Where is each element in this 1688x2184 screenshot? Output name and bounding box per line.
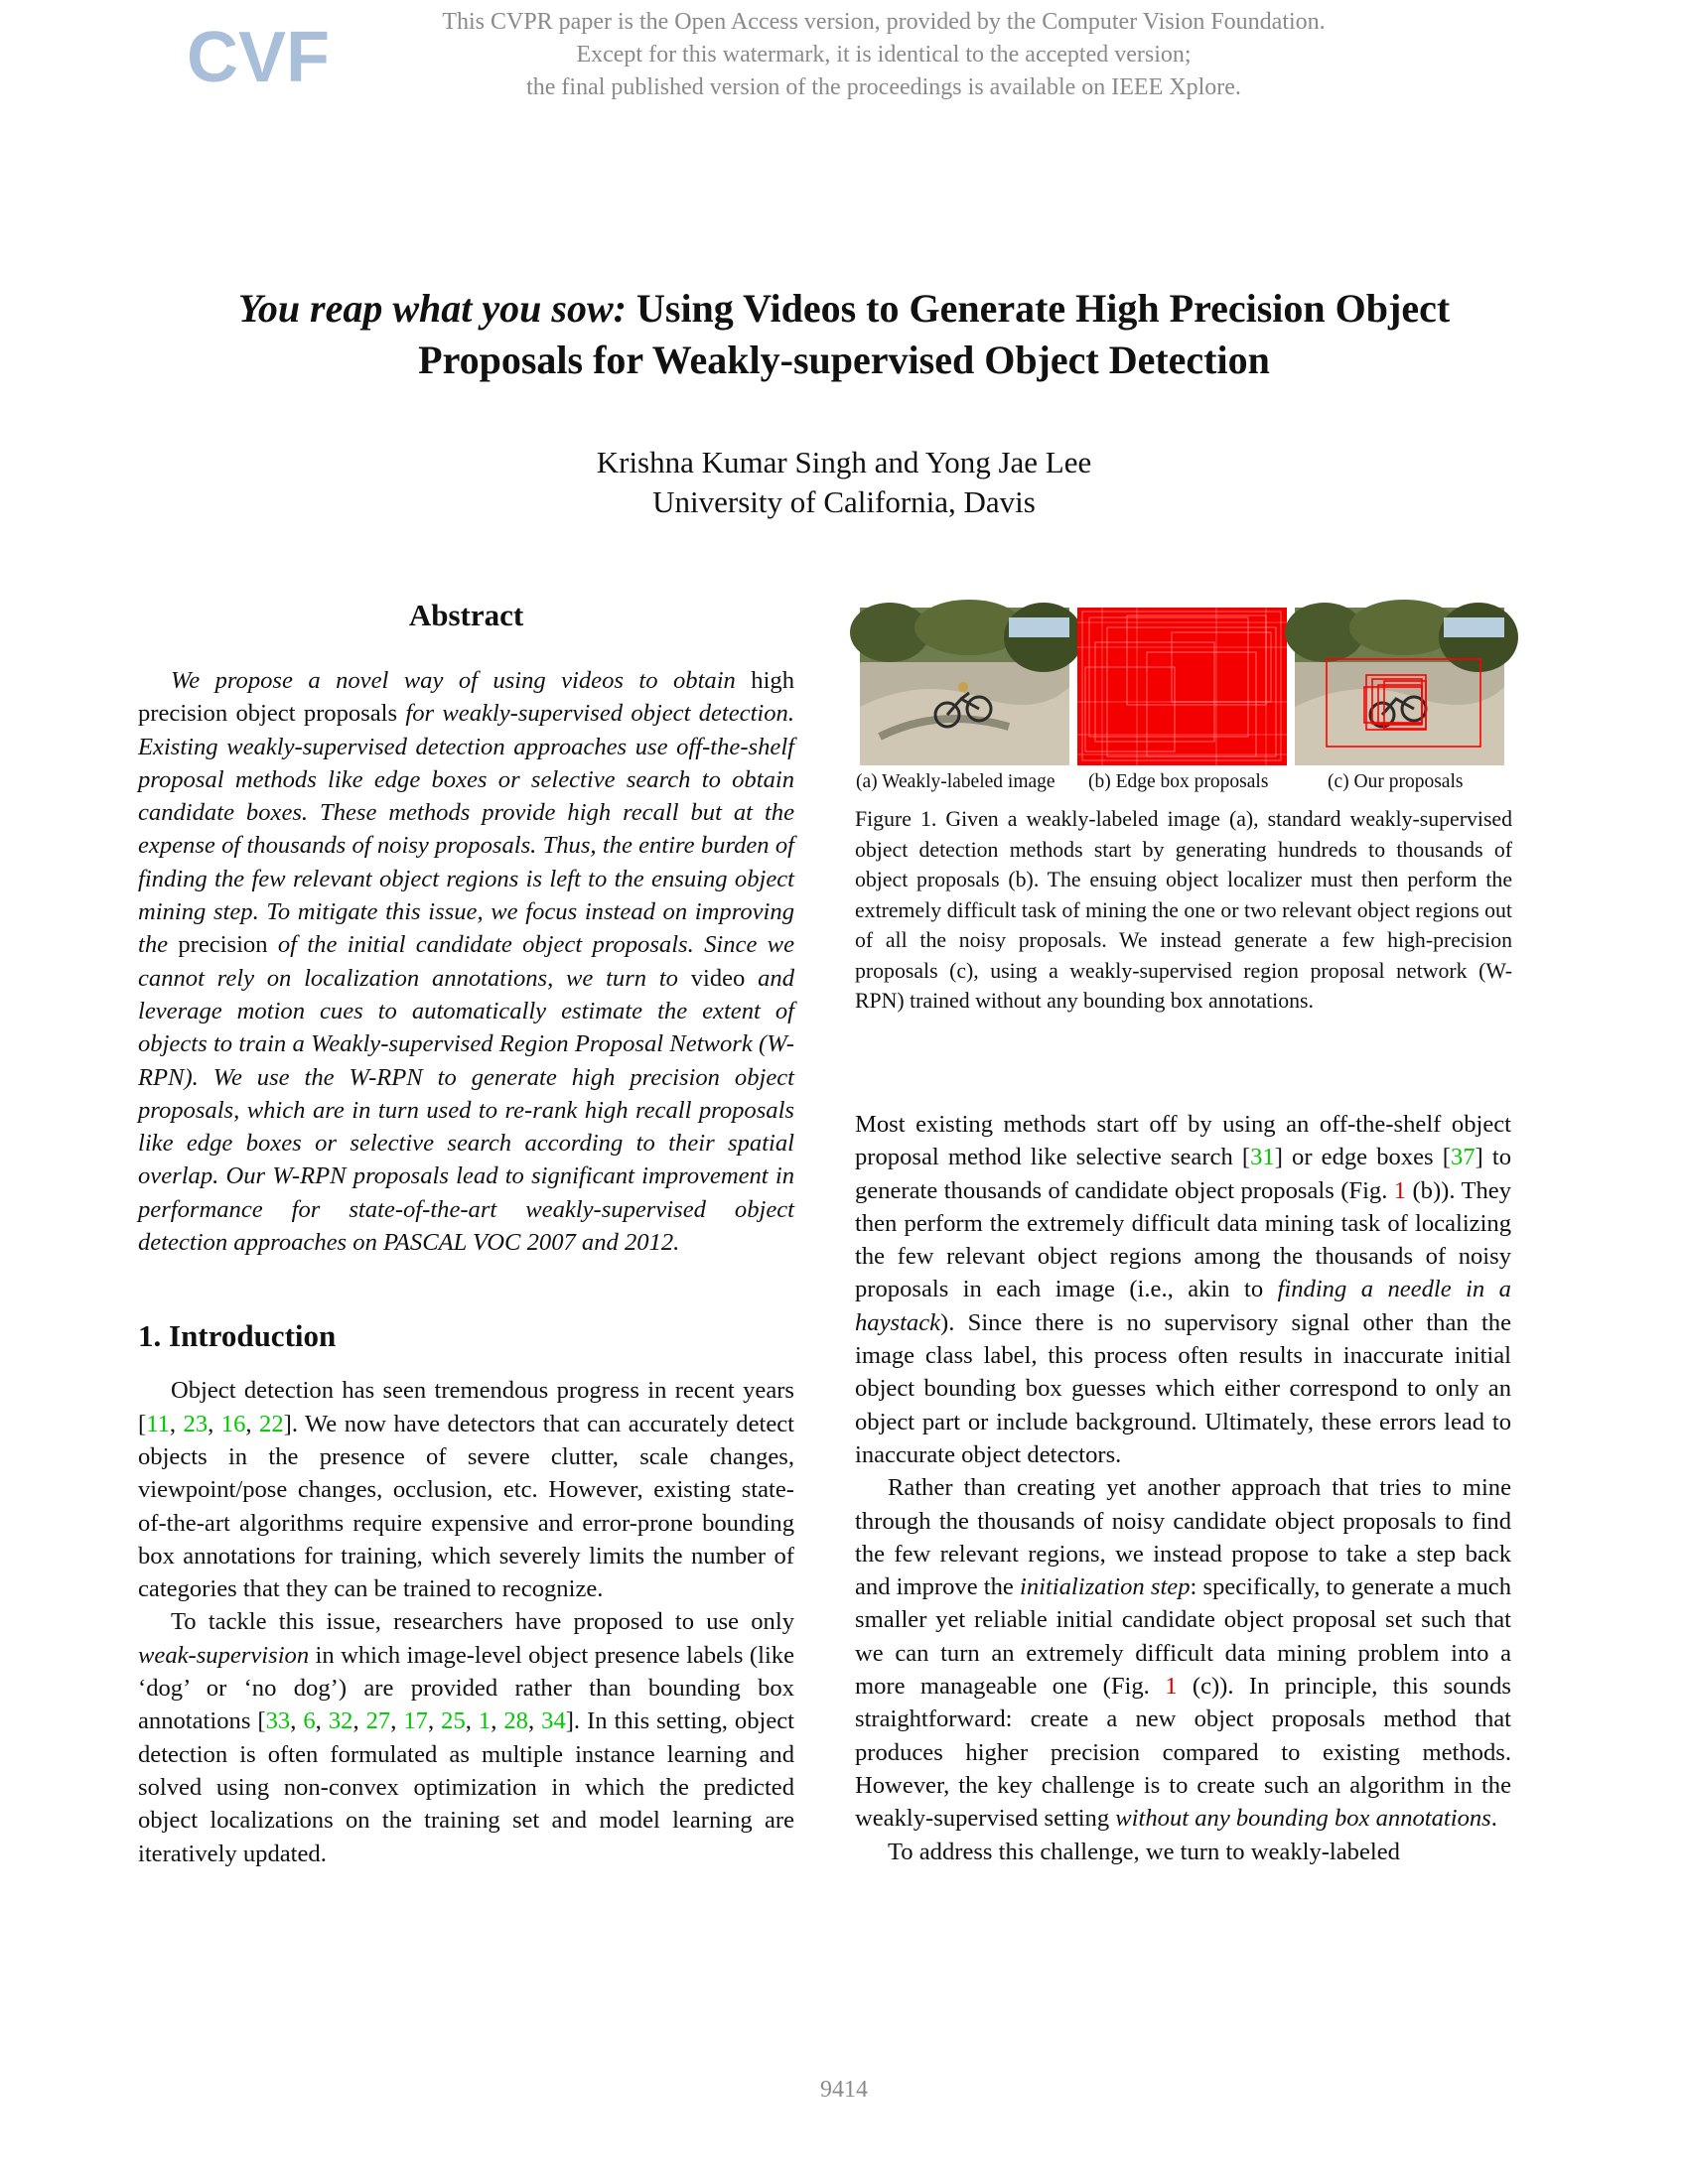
subcaption-b: (b) Edge box proposals [1088,771,1269,792]
citation-link[interactable]: 16 [220,1410,246,1437]
cvf-logo-text: CVF [187,18,330,97]
subcaption-a: (a) Weakly-labeled image [856,771,1055,792]
citation-link[interactable]: 28 [503,1707,528,1735]
citation-link[interactable]: 33 [265,1707,291,1735]
title-line-2: Proposals for Weakly-supervised Object Detection [418,338,1270,382]
citation-link[interactable]: 32 [328,1707,353,1735]
right-paragraph-3: To address this challenge, we turn to weakly-labeled [888,1838,1400,1865]
figure-1 [855,608,1512,1013]
watermark-line-1: This CVPR paper is the Open Access version, provided by the Computer Vision Foundation. [442,9,1326,35]
paper-title [139,283,1549,386]
author-block [298,443,1390,522]
introduction-heading: 1. Introduction [138,1318,337,1354]
citation-link[interactable]: 31 [1250,1144,1275,1171]
intro-paragraph-2: To tackle this issue, researchers have proposed to use only weak-supervision in which image-level object presence labels (like ‘dog’ or ‘no dog’) are provided rather than bounding box annotations [33, 6, 32, 27, 17, 25, 1, 28, 34]. In this setting, object detection is often formulated as multiple instance learning and solved using non-convex optimization in which the predicted object localizations on the training set and model learning are iteratively updated. [138,1608,795,1867]
abstract-text: We propose a novel way of using videos to obtain high precision object proposals for weakly-supervised object detection. Existing weakly-supervised detection approaches use off-the-shelf proposal methods like edge boxes or selective search to obtain candidate boxes. These methods provide high recall but at the expense of thousands of noisy proposals. Thus, the entire burden of finding the few relevant object regions is left to the ensuing object mining step. To mitigate this issue, we focus instead on improving the precision of the initial candidate object proposals. Since we cannot rely on localization annotations, we turn to video and leverage motion cues to automatically estimate the extent of objects to train a Weakly-supervised Region Proposal Network (W-RPN). We use the W-RPN to generate high precision object proposals, which are in turn used to re-rank high recall proposals like edge boxes or selective search according to their spatial overlap. Our W-RPN proposals lead to significant improvement in performance for state-of-the-art weakly-supervised object detection approaches on PASCAL VOC 2007 and 2012. [138,667,795,1257]
citation-link[interactable]: 17 [403,1707,428,1735]
our-proposals-image [1295,608,1504,765]
citation-link[interactable]: 11 [146,1410,170,1437]
citation-link[interactable]: 25 [441,1707,466,1735]
figure-ref-link[interactable]: 1 [1165,1673,1178,1701]
abstract-section [138,596,794,1259]
figure-ref-link[interactable]: 1 [1393,1176,1407,1204]
citation-link[interactable]: 22 [259,1410,284,1437]
author-names: Krishna Kumar Singh and Yong Jae Lee [596,445,1092,479]
citation-link[interactable]: 6 [303,1707,316,1735]
citation-link[interactable]: 1 [478,1707,492,1735]
citation-link[interactable]: 23 [183,1410,209,1437]
abstract-heading: Abstract [408,598,524,632]
subcaption-c: (c) Our proposals [1328,771,1464,792]
left-column [138,596,794,1870]
introduction-section [138,1316,794,1869]
citation-link[interactable]: 37 [1450,1144,1476,1171]
weakly-labeled-image [860,608,1069,765]
title-italic-part: You reap what you sow: [237,286,627,331]
intro-paragraph-1: Object detection has seen tremendous progress in recent years [11, 23, 16, 22]. We now have detectors that can accurately detect objects in the presence of severe clutter, scale changes, viewpoint/pose changes, occlusion, etc. However, existing state-of-the-art algorithms require expensive and error-prone bounding box annotations for training, which severely limits the number of categories that they can be trained to recognize. [138,1377,795,1603]
figure-caption: Figure 1. Given a weakly-labeled image (a), standard weakly-supervised object detection methods start by generating hundreds to thousands of object proposals (b). The ensuing object localizer must then perform the extremely difficult task of mining the one or two relevant object regions out of all the noisy proposals. We instead generate a few high-precision proposals (c), using a weakly-supervised region proposal network (W-RPN) trained without any bounding box annotations. [855,807,1512,1013]
right-paragraph-2: Rather than creating yet another approach that tries to mine through the thousands of noisy candidate object proposals to find the few relevant regions, we instead propose to take a step back and improve the initialization step: specifically, to generate a much smaller yet reliable initial candidate object proposal set such that we can turn an extremely difficult data mining problem into a more manageable one (Fig. 1 (c)). In principle, this sounds straightforward: create a new object proposals method that produces higher precision compared to existing methods. However, the key challenge is to create such an algorithm in the weakly-supervised setting without any bounding box annotations. [855,1474,1511,1833]
watermark-line-3: the final published version of the proceedings is available on IEEE Xplore. [526,74,1241,100]
page-number: 9414 [820,2077,868,2103]
right-column [855,1108,1511,1868]
citation-link[interactable]: 34 [541,1707,566,1735]
edge-box-proposals-image [1077,608,1287,765]
watermark-notice [377,6,1390,104]
watermark-line-2: Except for this watermark, it is identical to the accepted version; [576,42,1192,68]
author-affiliation: University of California, Davis [652,484,1036,519]
cvf-logo [185,16,330,97]
citation-link[interactable]: 27 [365,1707,391,1735]
right-paragraph-1: Most existing methods start off by using an off-the-shelf object proposal method like selective search [31] or edge boxes [37] to generate thousands of candidate object proposals (Fig. 1 (b)). They then perform the extremely difficult data mining task of localizing the few relevant object regions among the thousands of noisy proposals in each image (i.e., akin to finding a needle in a haystack). Since there is no supervisory signal other than the image class label, this process often results in inaccurate initial object bounding box guesses which either correspond to only an object part or include background. Ultimately, these errors lead to inaccurate object detectors. [855,1111,1511,1468]
title-line-1: Using Videos to Generate High Precision Object [626,286,1451,331]
